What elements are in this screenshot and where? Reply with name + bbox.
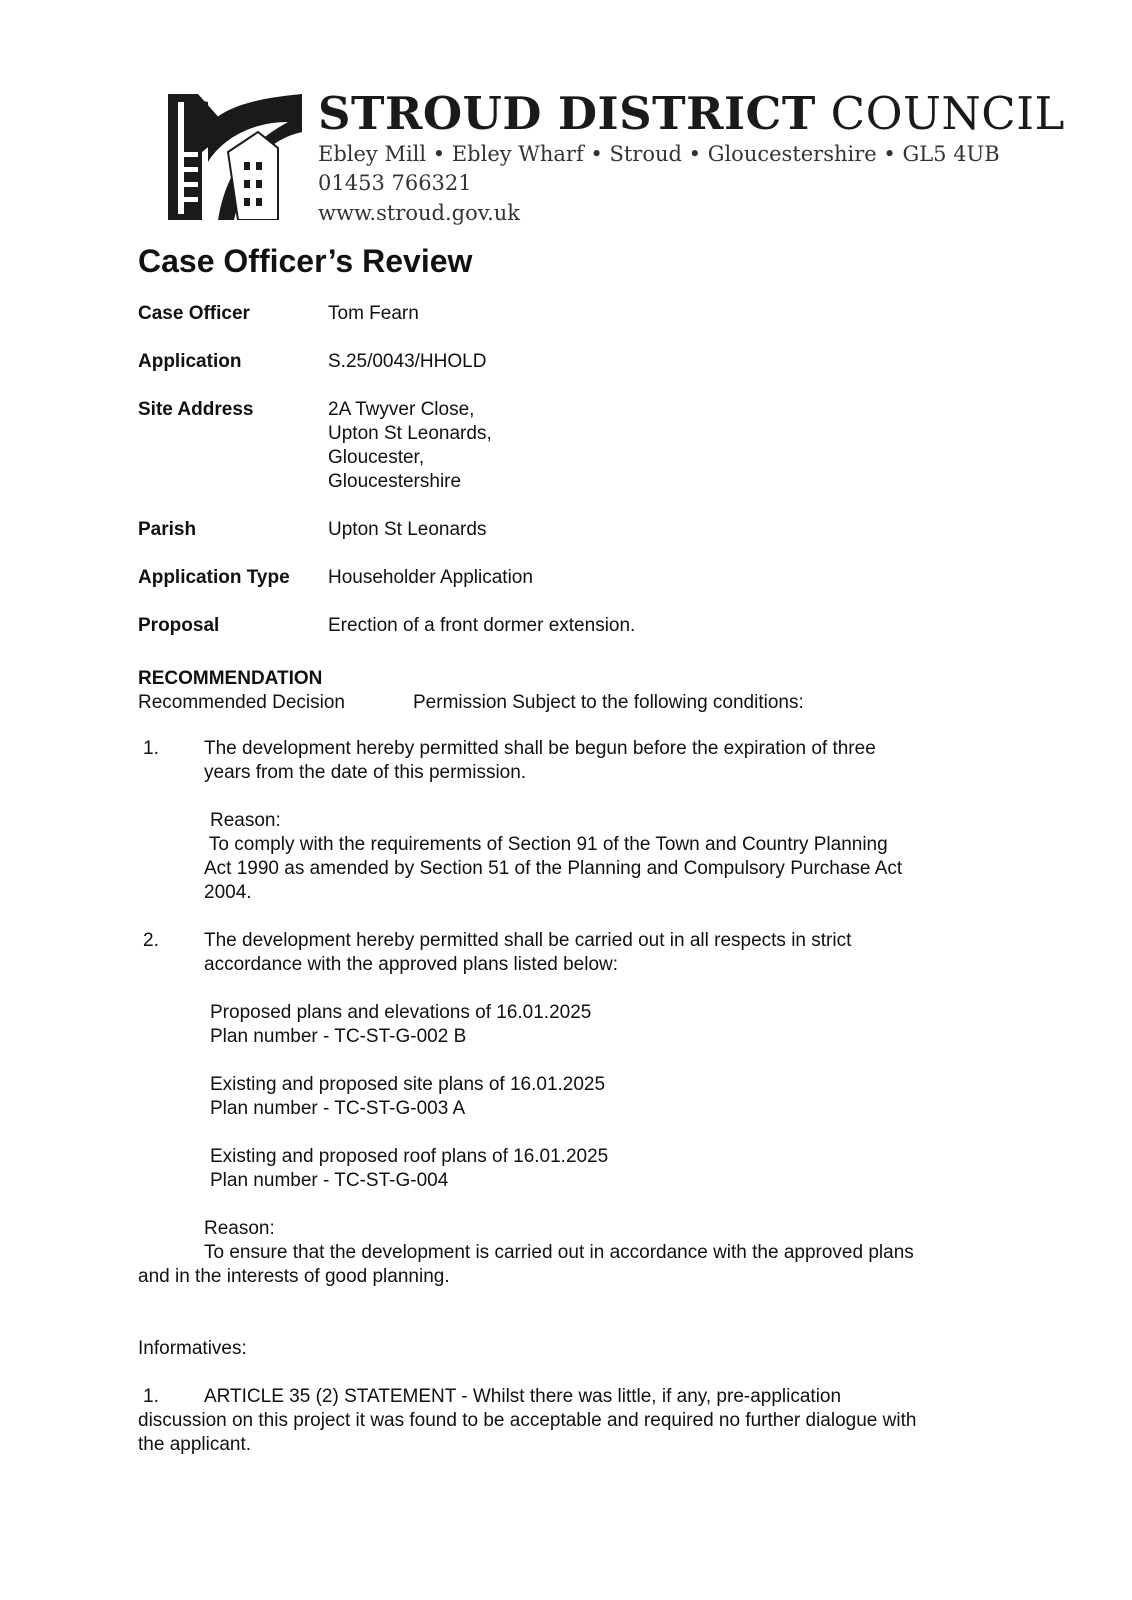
field-application: Application S.25/0043/HHOLD bbox=[138, 351, 487, 372]
field-site-address: Site Address 2A Twyver Close, Upton St Leonards, Gloucester, Gloucestershire bbox=[138, 399, 492, 492]
letterhead bbox=[168, 87, 1065, 228]
field-parish: Parish Upton St Leonards bbox=[138, 519, 487, 540]
condition-1: 1. The development hereby permitted shall be begun before the expiration of three years from the date of this permission. bbox=[143, 738, 876, 783]
informatives-heading: Informatives: bbox=[138, 1338, 247, 1359]
address-line: Upton St Leonards, bbox=[328, 423, 492, 444]
recommendation-heading: RECOMMENDATION bbox=[138, 668, 323, 689]
council-logo-icon bbox=[168, 92, 302, 220]
condition-2-reason-label: Reason: bbox=[204, 1218, 275, 1239]
address-line: 2A Twyver Close, bbox=[328, 399, 475, 420]
informative-1-line-1: ARTICLE 35 (2) STATEMENT - Whilst there was little, if any, pre-application bbox=[204, 1386, 842, 1407]
council-website: www.stroud.gov.uk bbox=[318, 201, 521, 225]
recommendation bbox=[138, 667, 998, 715]
recommended-decision: Recommended Decision Permission Subject to the following conditions: bbox=[138, 692, 804, 713]
case-fields bbox=[138, 302, 998, 662]
field-case-officer: Case Officer Tom Fearn bbox=[138, 303, 419, 324]
informative-1-number: 1. bbox=[143, 1386, 159, 1407]
address-line: Gloucestershire bbox=[328, 471, 462, 492]
condition-2-reason-line-2: and in the interests of good planning. bbox=[138, 1266, 450, 1287]
condition-2: 2. The development hereby permitted shall be carried out in all respects in strict accordance with the approved plans listed below: bbox=[143, 930, 852, 975]
field-proposal: Proposal Erection of a front dormer extension. bbox=[138, 615, 636, 636]
page-title: Case Officer’s Review bbox=[138, 243, 473, 279]
plan-item: Proposed plans and elevations of 16.01.2025 Plan number - TC-ST-G-002 B bbox=[210, 1002, 592, 1047]
condition-2-reason-line-1: To ensure that the development is carried out in accordance with the approved plans bbox=[204, 1242, 914, 1263]
plan-item: Existing and proposed roof plans of 16.01.2025 Plan number - TC-ST-G-004 bbox=[210, 1146, 609, 1191]
condition-1-reason-label: Reason: bbox=[210, 810, 281, 831]
council-name: STROUD DISTRICT COUNCIL bbox=[318, 87, 1065, 140]
plan-item: Existing and proposed site plans of 16.01.2025 Plan number - TC-ST-G-003 A bbox=[210, 1074, 606, 1119]
council-phone: 01453 766321 bbox=[318, 171, 472, 195]
field-application-type: Application Type Householder Application bbox=[138, 567, 533, 588]
condition-1-reason: To comply with the requirements of Section 91 of the Town and Country Planning Act 1990 as amended by Section 51 of the Planning and Compulsory Purchase Act 2004. bbox=[204, 834, 903, 903]
council-address: Ebley Mill • Ebley Wharf • Stroud • Gloucestershire • GL5 4UB bbox=[318, 142, 1000, 166]
address-line: Gloucester, bbox=[328, 447, 425, 468]
informative-1-line-2: discussion on this project it was found to be acceptable and required no further dialogue with bbox=[138, 1410, 917, 1431]
informative-1-line-3: the applicant. bbox=[138, 1434, 252, 1455]
